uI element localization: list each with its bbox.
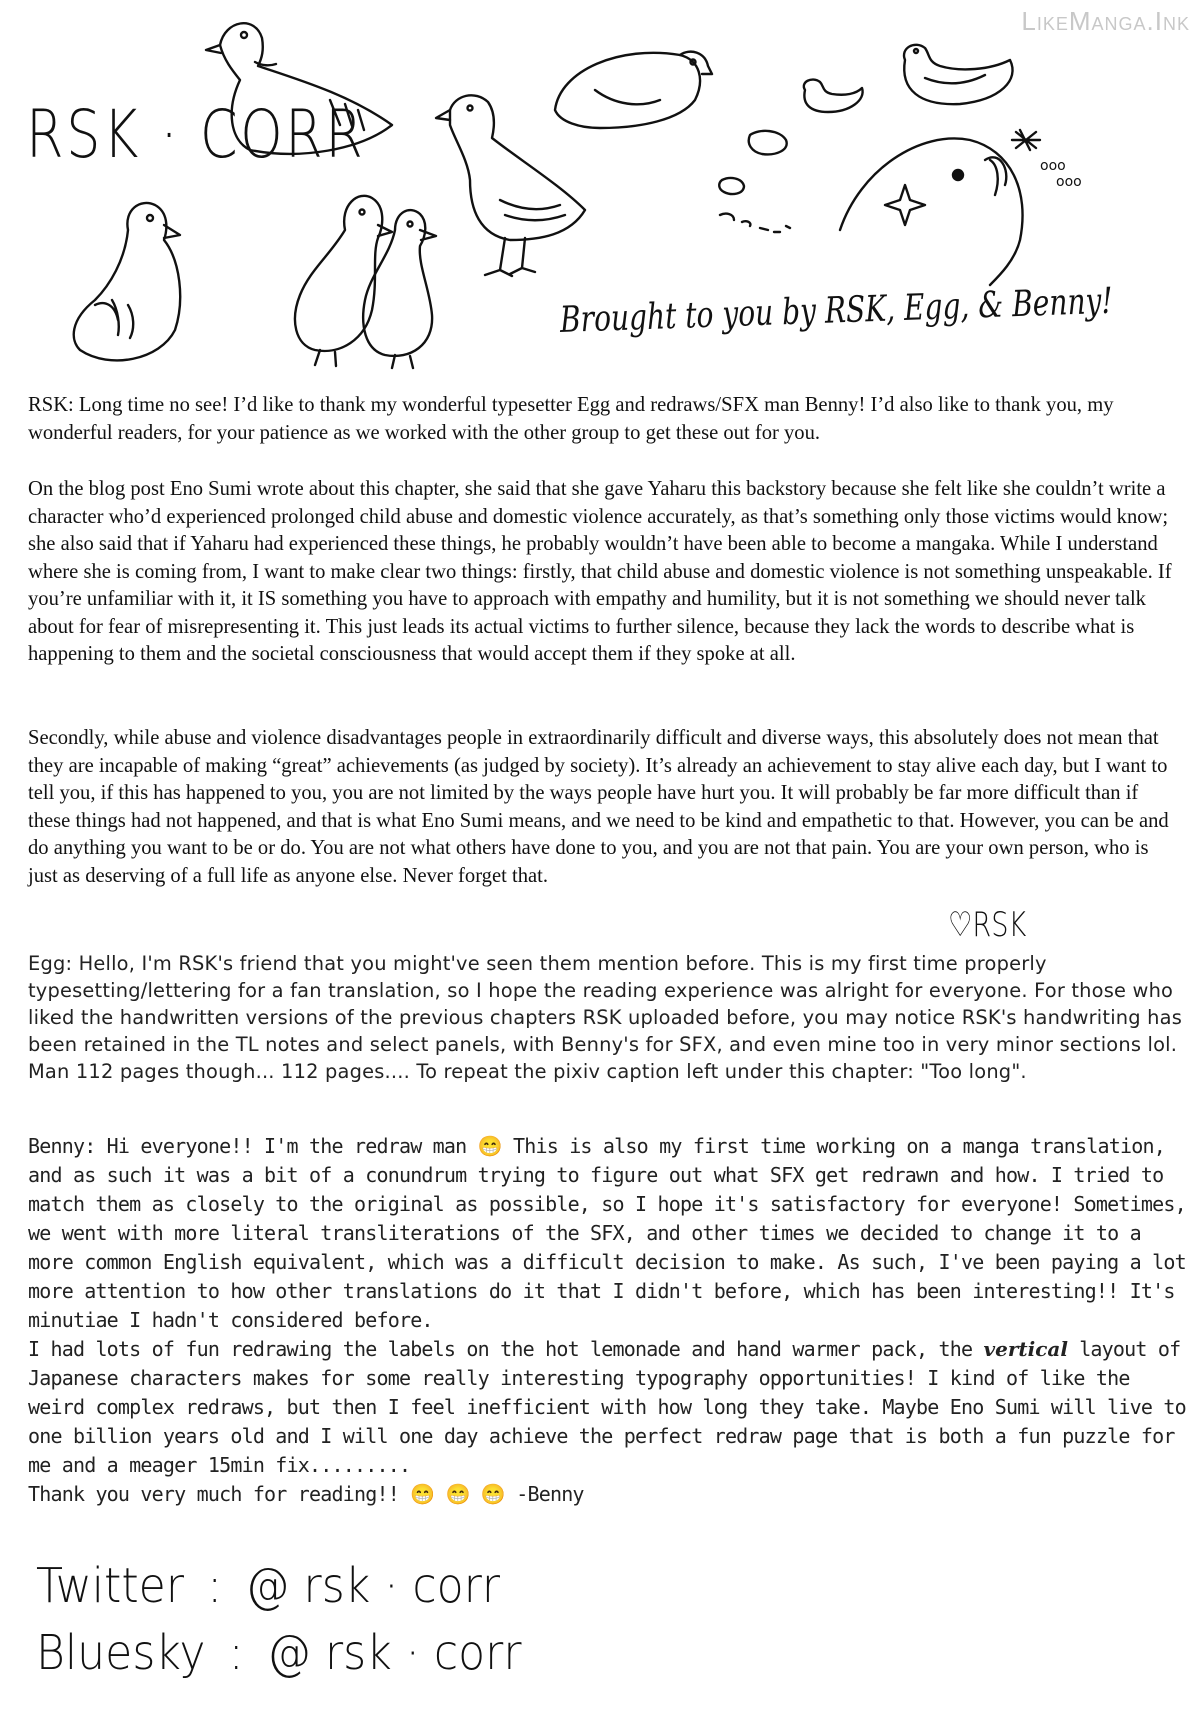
- svg-text:ooo: ooo: [1056, 174, 1082, 190]
- rsk-note-blog-post: On the blog post Eno Sumi wrote about this chapter, she said that she gave Yaharu this backstory because she felt like she couldn’t write a character who’d experienced prolonged child abuse and domestic violence accurately, as that’s something only those victims would know; she also said that if Yaharu had experienced these things, he probably wouldn’t have been able to become a mangaka. While I understand where she is coming from, I want to make clear two things: firstly, that child abuse and domestic violence is not something unspeakable. If you’re unfamiliar with it, it IS something you have to approach with empathy and humility, but it is not something we should never talk about for fear of misrepresenting it. This just leads its actual victims to further silence, because they lack the words to describe what is happening to them and the societal consciousness that would accept them if they spoke at all.: [28, 478, 1172, 665]
- contact-bluesky: Bluesky : @ rsk · corr: [36, 1625, 522, 1681]
- pigeon-doodle-left: [74, 203, 180, 360]
- pigeon-doodle-standing: [436, 95, 585, 276]
- rsk-note-secondly: Secondly, while abuse and violence disadvantages people in extraordinarily difficult and diverse ways, this absolutely does not mean that they are incapable of making “great” achievements (as judged by society). It’s already an achievement to stay alive each day, but I want to tell you, if this has happened to you, you are not limited by the ways people have hurt you. It will probably be far more difficult than if these things had not happened, and that is what Eno Sumi means, and we need to be kind and empathetic to that. However, you can be and do anything you want to be or do. You are not what others have done to you, and you are not that pain. You are your own person, who is just as deserving of a full life as anyone else. Never forget that.: [28, 727, 1169, 887]
- benny-note-redraw-after: layout of Japanese characters makes for some really interesting typography opportunities! I kind of like the weird complex redraws, but then I feel inefficient with how long they take. Maybe Eno Sumi will live to one billion years old and I will one day achieve the perfect redraw page that is both a fun puzzle for me and a meager 15min fix.........: [28, 1337, 1186, 1477]
- contact-twitter: Twitter : @ rsk · corr: [36, 1558, 501, 1614]
- site-watermark: LikeManga.Ink: [1021, 6, 1190, 36]
- rsk-signature: ♡RSK: [948, 905, 1027, 945]
- contact-label: Twitter: [36, 1558, 185, 1614]
- benny-note-main: Benny: Hi everyone!! I'm the redraw man 😁 This is also my first time working on a manga translation, and as such it was a bit of a conundrum trying to figure out what SFX get redrawn and how. I tried to match them as closely to the original as possible, so I hope it's satisfactory for everyone! Sometimes, we went with more literal transliterations of the SFX, and other times we decided to change it to a more common English equivalent, which was a difficult decision to make. As such, I've been paying a lot more attention to how other translations do it that I didn't before, which has been interesting!! It's minutiae I hadn't considered before.: [28, 1134, 1186, 1332]
- benny-note: [28, 1132, 1188, 1509]
- header-title: RSK · CORR: [26, 96, 366, 173]
- credits-handwritten-line: Brought to you by RSK, Egg, & Benny!: [559, 280, 1114, 341]
- benny-note-thanks: Thank you very much for reading!! 😁 😁 😁 -Benny: [28, 1482, 584, 1506]
- egg-note-pages: Man 112 pages though... 112 pages.... To repeat the pixiv caption left under this chapter: "Too long".: [28, 1060, 1027, 1083]
- pigeon-doodle-resting: [555, 52, 712, 128]
- egg-note-main: Egg: Hello, I'm RSK's friend that you might've seen them mention before. This is my first time properly typesetting/lettering for a fan translation, so I hope the reading experience was alright for everyone. For those who liked the handwritten versions of the previous chapters RSK uploaded before, you may notice RSK's handwriting has been retained in the TL notes and select panels, with Benny's for SFX, and even mine too in very minor sections lol.: [28, 952, 1183, 1056]
- rsk-note-intro: RSK: Long time no see! I’d like to thank my wonderful typesetter Egg and redraws/SFX man Benny! I’d also like to thank you, my wonderful readers, for your patience as we worked with the other group to get these out for you.: [28, 394, 1114, 444]
- egg-note: [28, 950, 1188, 1085]
- svg-text:ooo: ooo: [1040, 158, 1066, 174]
- duck-doodles-trail: [719, 45, 1012, 232]
- pigeon-doodle-pair: [295, 196, 436, 368]
- contact-handle: @ rsk · corr: [245, 1558, 501, 1614]
- benny-note-redraw-before: I had lots of fun redrawing the labels on the hot lemonade and hand warmer pack, the: [28, 1337, 984, 1361]
- pigeon-doodle-head-closeup: [840, 130, 1082, 285]
- contact-label: Bluesky: [36, 1625, 206, 1681]
- contact-handle: @ rsk · corr: [266, 1625, 522, 1681]
- benny-note-vertical-word: vertical: [983, 1337, 1068, 1361]
